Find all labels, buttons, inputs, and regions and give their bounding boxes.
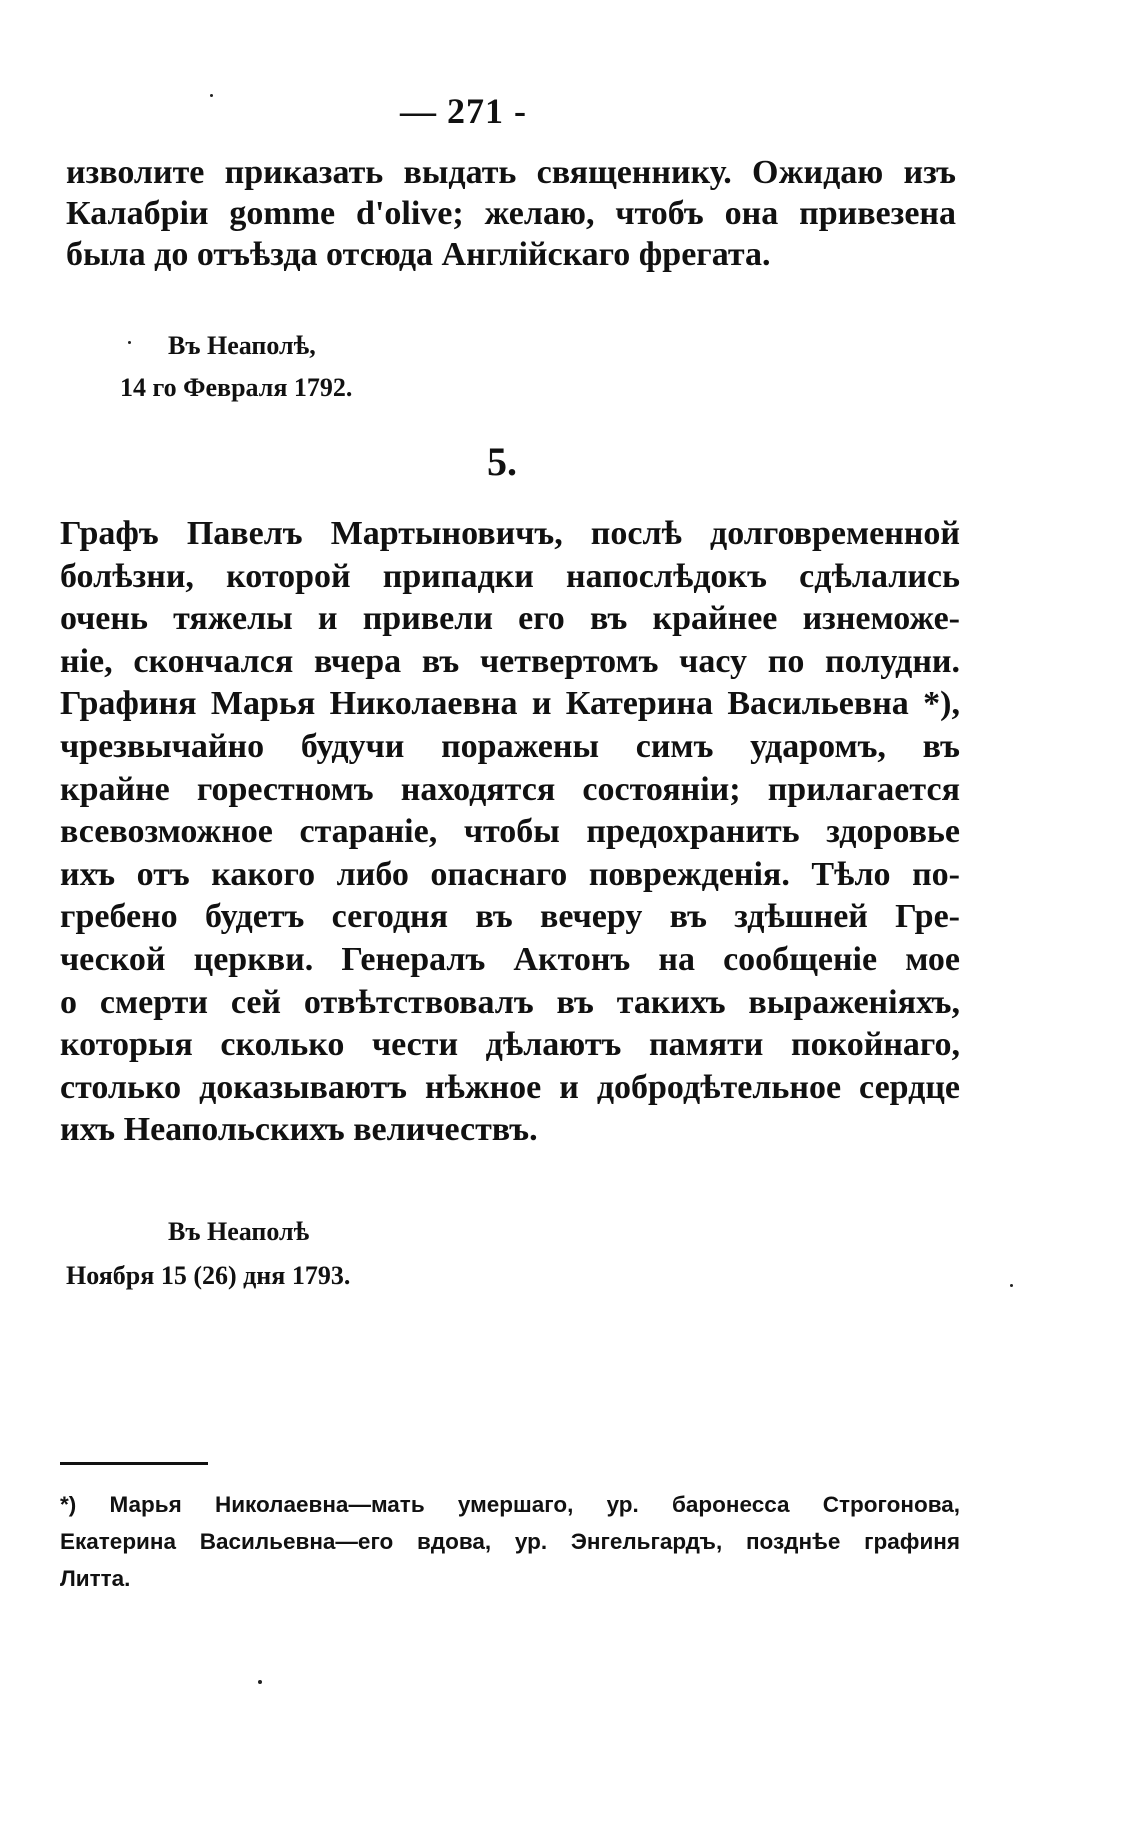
text-line: ихъ Неапольскихъ величествъ. bbox=[60, 1111, 538, 1149]
text-line: болѣзни, которой припадки напослѣдокъ сдѣлались bbox=[60, 557, 960, 595]
letter-5-place: Въ Неаполѣ bbox=[168, 1217, 310, 1246]
text-line: была до отъѣзда отсюда Англійскаго фрегата. bbox=[66, 236, 771, 273]
letter-5-paragraph bbox=[60, 513, 960, 1152]
footnote bbox=[60, 1486, 960, 1597]
text-line: гребено будетъ сегодня въ вечеру въ здѣшней Гре- bbox=[60, 898, 960, 936]
text-line: ихъ отъ какого либо опаснаго поврежденія. Тѣло по- bbox=[60, 855, 960, 893]
text-line: чрезвычайно будучи поражены симъ ударомъ, въ bbox=[60, 727, 960, 765]
footnote-line: Литта. bbox=[60, 1566, 131, 1591]
scan-speck bbox=[258, 1680, 262, 1684]
letter-5-date: Ноября 15 (26) дня 1793. bbox=[66, 1261, 351, 1290]
text-line: Графиня Марья Николаевна и Катерина Васильевна *), bbox=[60, 685, 960, 723]
footnote-line: Екатерина Васильевна—его вдова, ур. Энгельгардъ, позднѣе графиня bbox=[60, 1529, 960, 1554]
scan-speck bbox=[1010, 1284, 1013, 1287]
text-line: очень тяжелы и привели его въ крайнее изнеможе- bbox=[60, 600, 960, 638]
text-line: крайне горестномъ находятся состояніи; прилагается bbox=[60, 770, 960, 808]
letter-4-place: Въ Неаполѣ, bbox=[168, 331, 316, 360]
text-line: ніе, скончался вчера въ четвертомъ часу по полудни. bbox=[60, 642, 960, 680]
text-line: которыя сколько чести дѣлаютъ памяти покойнаго, bbox=[60, 1026, 960, 1064]
footnote-divider bbox=[60, 1462, 208, 1465]
letter-4-closing-paragraph bbox=[66, 152, 956, 275]
letter-4-date: 14 го Февраля 1792. bbox=[120, 373, 353, 402]
letter-number: 5. bbox=[487, 439, 517, 484]
text-line: о смерти сей отвѣтствовалъ въ такихъ выраженіяхъ, bbox=[60, 983, 960, 1021]
text-line: ческой церкви. Генералъ Актонъ на сообщеніе мое bbox=[60, 940, 960, 978]
text-line: изволите приказать выдать священнику. Ожидаю изъ bbox=[66, 154, 956, 191]
text-line: Калабріи gomme d'olive; желаю, чтобъ она привезена bbox=[66, 195, 956, 232]
text-line: всевозможное стараніе, чтобы предохранить здоровье bbox=[60, 813, 960, 851]
text-line: столько доказываютъ нѣжное и добродѣтельное сердце bbox=[60, 1068, 960, 1106]
footnote-line: *) Марья Николаевна—мать умершаго, ур. баронесса Строгонова, bbox=[60, 1492, 960, 1517]
scan-speck bbox=[210, 94, 213, 97]
text-line: Графъ Павелъ Мартыновичъ, послѣ долговременной bbox=[60, 515, 960, 552]
scan-speck bbox=[128, 341, 131, 344]
page-number: — 271 - bbox=[400, 91, 527, 131]
